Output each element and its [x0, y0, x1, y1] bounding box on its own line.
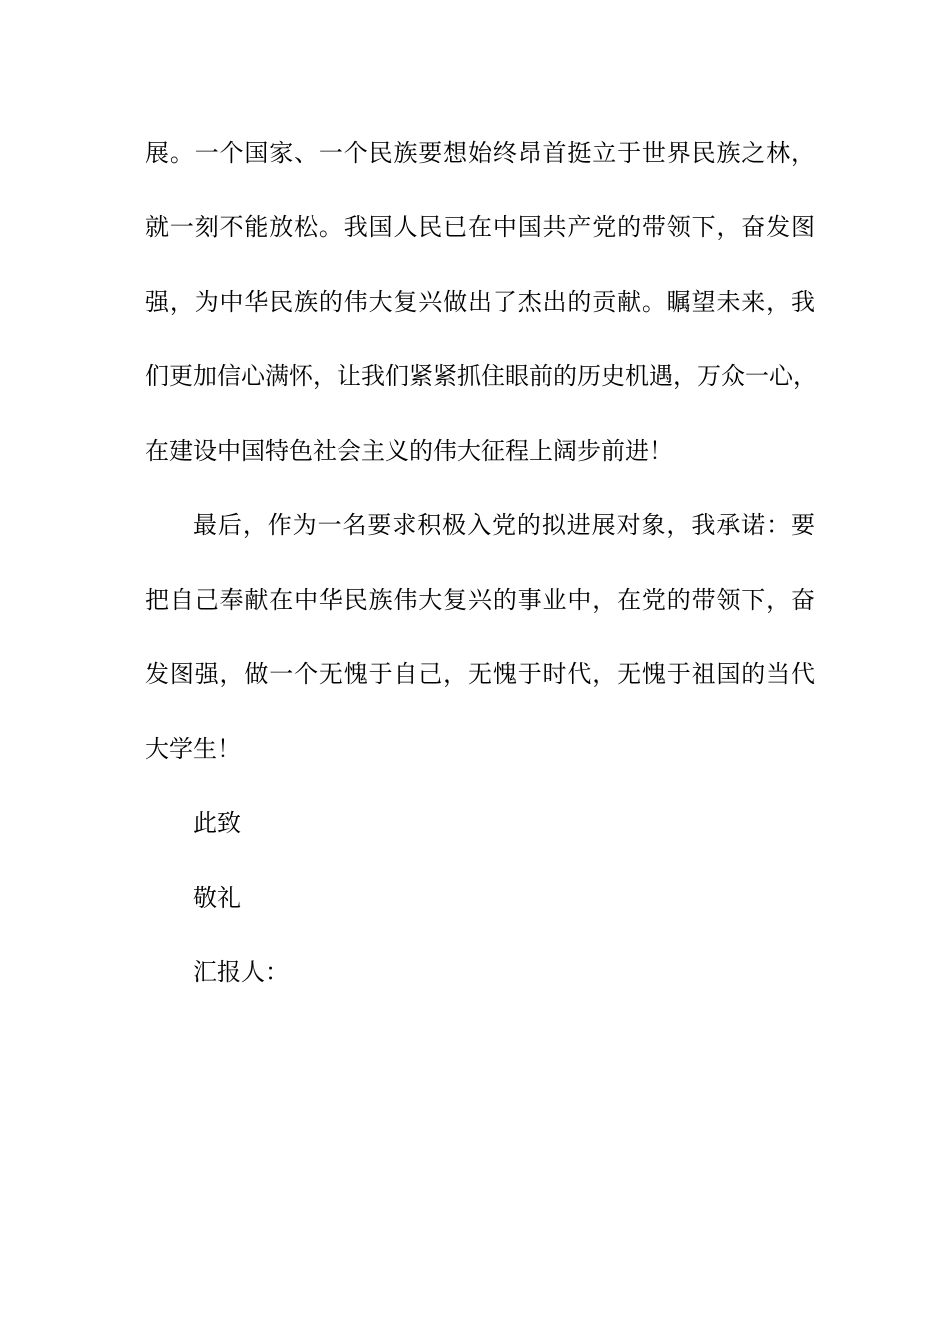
- salutation-jing-li: 敬礼: [193, 884, 241, 912]
- paragraph-2-line-2: 把自己奉献在中华民族伟大复兴的事业中，在党的带领下，奋: [145, 586, 815, 614]
- paragraph-1-line-3: 强，为中华民族的伟大复兴做出了杰出的贡献。瞩望未来，我: [145, 288, 815, 316]
- paragraph-2-line-3: 发图强，做一个无愧于自己，无愧于时代，无愧于祖国的当代: [145, 660, 815, 688]
- paragraph-1-line-1: 展。一个国家、一个民族要想始终昂首挺立于世界民族之林，: [145, 139, 815, 167]
- paragraph-1-line-2: 就一刻不能放松。我国人民已在中国共产党的带领下，奋发图: [145, 213, 815, 241]
- paragraph-1-line-4: 们更加信心满怀，让我们紧紧抓住眼前的历史机遇，万众一心，: [145, 362, 817, 390]
- reporter-label: 汇报人：: [193, 958, 289, 986]
- paragraph-1-line-5: 在建设中国特色社会主义的伟大征程上阔步前进！: [145, 437, 673, 465]
- paragraph-2-line-4: 大学生！: [145, 735, 241, 763]
- salutation-ci-zhi: 此致: [193, 809, 241, 837]
- paragraph-2-line-1: 最后，作为一名要求积极入党的拟进展对象，我承诺：要: [193, 511, 815, 539]
